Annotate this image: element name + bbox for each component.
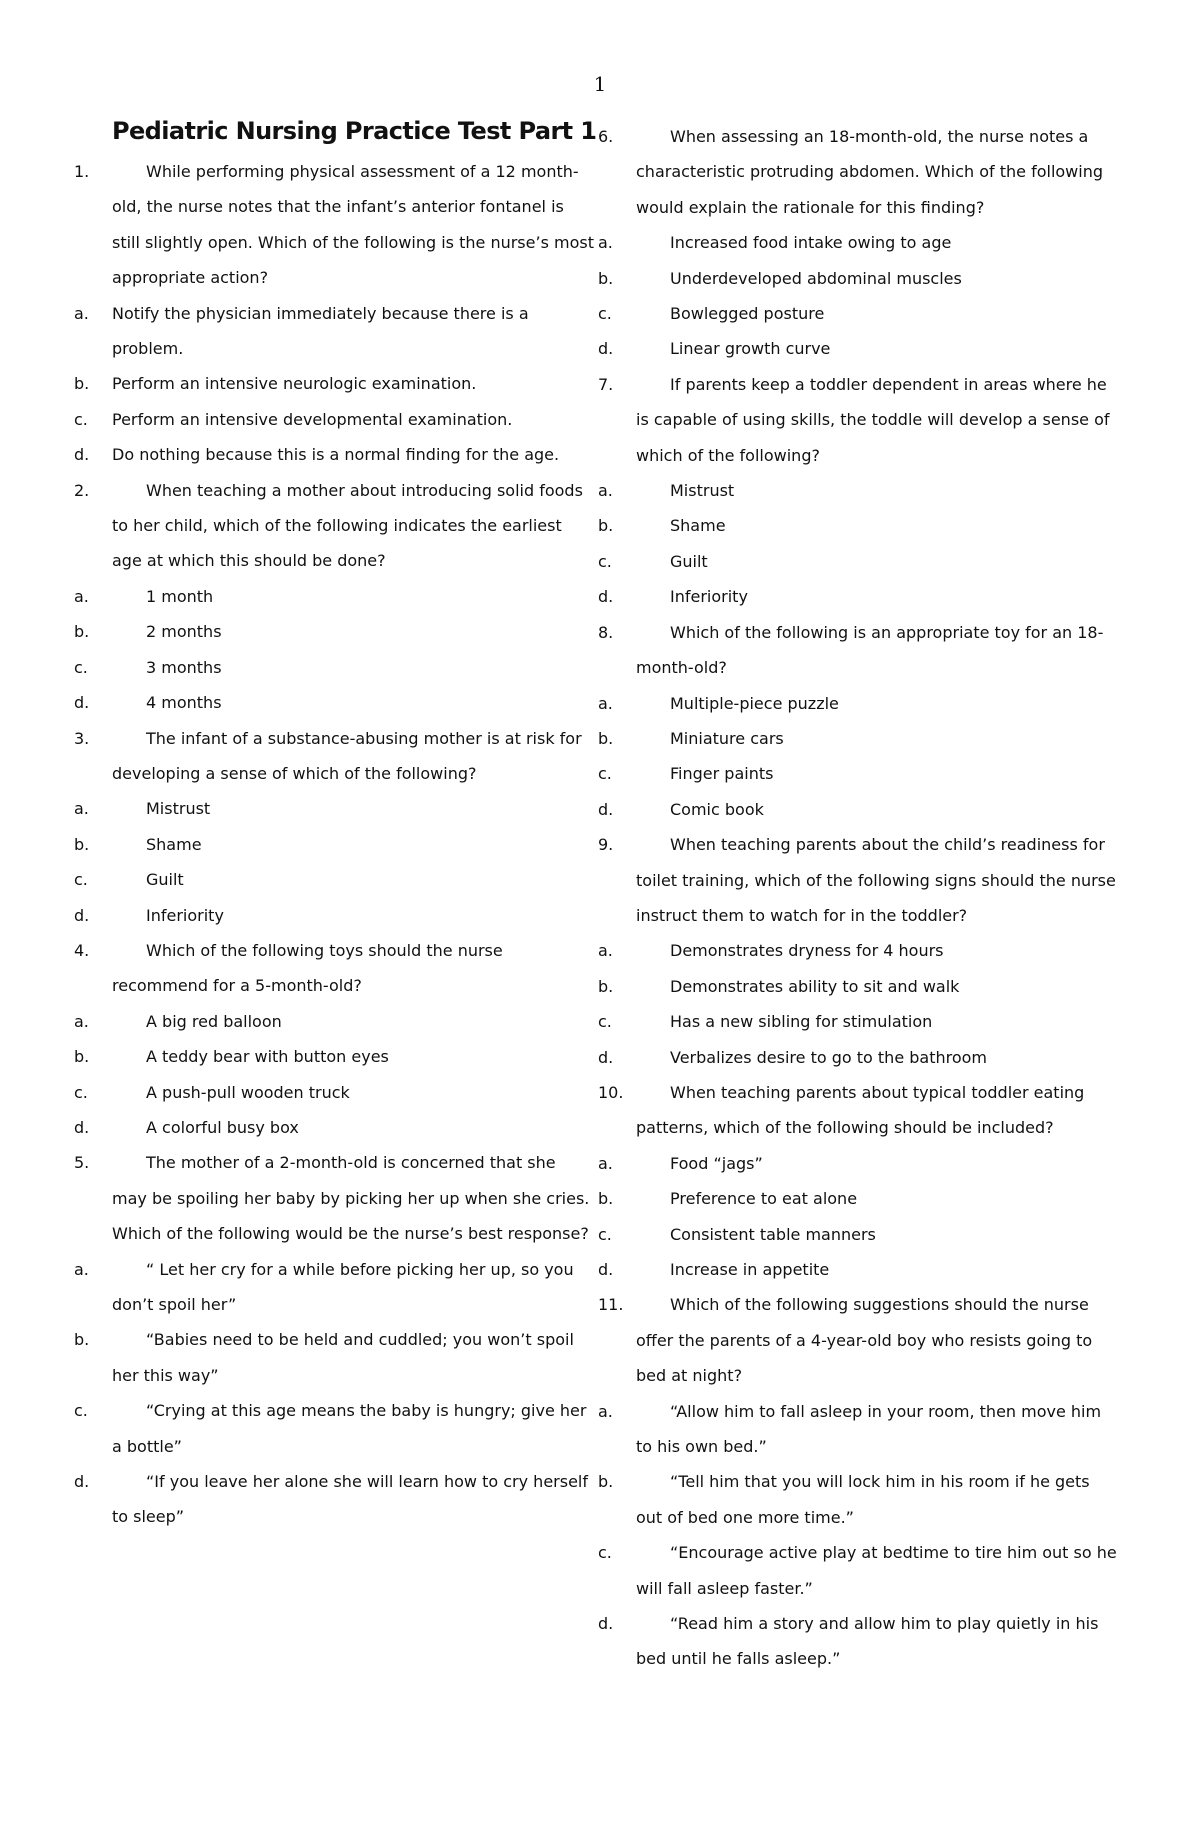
option-letter: b. — [74, 1330, 90, 1350]
option-letter: b. — [74, 374, 90, 394]
option-letter: b. — [598, 268, 614, 288]
question-item — [598, 827, 1118, 933]
question-text: While performing physical assessment of a 12 month-old, the nurse notes that the infant’s anterior fontanel is still slightly open. Which of the following is the nurse’s most appropriate action? — [112, 162, 594, 288]
option-letter: d. — [74, 1472, 90, 1492]
answer-option — [598, 1464, 1118, 1535]
option-letter: d. — [74, 693, 90, 713]
answer-option — [598, 686, 1118, 721]
answer-option — [598, 1252, 1118, 1287]
option-text: “Allow him to fall asleep in your room, then move him to his own bed.” — [636, 1401, 1102, 1457]
question-item — [598, 119, 1118, 225]
option-text: Mistrust — [670, 481, 735, 501]
answer-option — [598, 1181, 1118, 1216]
question-item — [74, 933, 594, 1004]
answer-option — [598, 544, 1118, 579]
question-item — [74, 473, 594, 579]
option-letter: d. — [74, 905, 90, 925]
option-text: Miniature cars — [670, 728, 784, 748]
answer-option — [74, 685, 594, 720]
left-column — [74, 154, 594, 1535]
answer-option — [598, 1535, 1118, 1606]
option-letter: c. — [598, 304, 612, 324]
option-text: 3 months — [146, 657, 222, 677]
answer-option — [74, 1252, 594, 1323]
option-text: “Tell him that you will lock him in his room if he gets out of bed one more time.” — [636, 1472, 1090, 1527]
option-letter: c. — [74, 1401, 88, 1421]
answer-option — [74, 579, 594, 614]
answer-option — [598, 296, 1118, 331]
option-text: A teddy bear with button eyes — [146, 1047, 389, 1067]
option-text: 4 months — [146, 693, 222, 713]
answer-option — [74, 366, 594, 401]
option-text: Guilt — [670, 551, 708, 571]
question-text: When teaching parents about the child’s readiness for toilet training, which of the following signs should the nurse instruct them to watch for in the toddler? — [636, 835, 1116, 925]
page-title: Pediatric Nursing Practice Test Part 1 — [112, 117, 597, 145]
option-letter: c. — [598, 764, 612, 784]
option-text: Food “jags” — [670, 1153, 763, 1173]
question-item — [74, 154, 594, 296]
option-text: Mistrust — [146, 799, 211, 819]
option-letter: a. — [598, 1153, 613, 1173]
answer-option — [598, 933, 1118, 968]
option-text: Consistent table manners — [670, 1224, 876, 1244]
answer-option — [598, 473, 1118, 508]
option-letter: a. — [598, 941, 613, 961]
answer-option — [598, 1606, 1118, 1677]
option-letter: b. — [598, 728, 614, 748]
option-text: Linear growth curve — [670, 339, 831, 359]
option-text: Inferiority — [146, 905, 224, 925]
answer-option — [598, 721, 1118, 756]
option-letter: d. — [74, 445, 90, 465]
question-number: 8. — [598, 622, 614, 642]
answer-option — [598, 792, 1118, 827]
answer-option — [74, 898, 594, 933]
question-item — [74, 1145, 594, 1251]
answer-option — [74, 437, 594, 472]
answer-option — [598, 225, 1118, 260]
question-item — [74, 721, 594, 792]
option-text: Finger paints — [670, 764, 774, 784]
option-letter: c. — [598, 1224, 612, 1244]
option-text: “Encourage active play at bedtime to tire him out so he will fall asleep faster.” — [636, 1543, 1117, 1598]
option-letter: d. — [598, 799, 614, 819]
option-text: Demonstrates ability to sit and walk — [670, 976, 960, 996]
option-letter: b. — [598, 976, 614, 996]
answer-option — [74, 1075, 594, 1110]
option-text: Increased food intake owing to age — [670, 233, 952, 253]
option-text: Comic book — [670, 799, 764, 819]
option-letter: a. — [74, 586, 89, 606]
option-letter: b. — [598, 1189, 614, 1209]
option-text: Has a new sibling for stimulation — [670, 1012, 933, 1032]
option-letter: a. — [74, 303, 89, 323]
question-text: Which of the following suggestions should the nurse offer the parents of a 4-year-old boy who resists going to bed at night? — [636, 1295, 1093, 1386]
option-letter: b. — [598, 1472, 614, 1492]
answer-option — [74, 1039, 594, 1074]
option-letter: a. — [598, 1401, 613, 1421]
option-letter: a. — [598, 693, 613, 713]
answer-option — [598, 261, 1118, 296]
option-text: A big red balloon — [146, 1011, 282, 1031]
question-text: The infant of a substance-abusing mother is at risk for developing a sense of which of the following? — [112, 728, 582, 783]
option-text: Increase in appetite — [670, 1260, 830, 1279]
question-number: 11. — [598, 1295, 624, 1315]
question-number: 10. — [598, 1082, 624, 1102]
option-text: Notify the physician immediately because there is a problem. — [112, 303, 529, 359]
option-text: 2 months — [146, 622, 222, 642]
option-letter: d. — [74, 1117, 90, 1137]
option-letter: c. — [74, 657, 88, 677]
question-text: Which of the following toys should the nurse recommend for a 5-month-old? — [112, 940, 503, 996]
answer-option — [74, 1004, 594, 1039]
option-letter: a. — [598, 233, 613, 253]
answer-option — [598, 1004, 1118, 1039]
option-text: “ Let her cry for a while before picking her up, so you don’t spoil her” — [112, 1259, 574, 1314]
answer-option — [74, 862, 594, 897]
option-letter: b. — [74, 1047, 90, 1067]
option-text: Perform an intensive neurologic examination. — [112, 374, 477, 394]
answer-option — [74, 1464, 594, 1535]
question-text: The mother of a 2-month-old is concerned that she may be spoiling her baby by picking her up when she cries. Which of the following would be the nurse’s best response? — [112, 1153, 590, 1244]
option-text: Preference to eat alone — [670, 1189, 858, 1209]
question-text: Which of the following is an appropriate toy for an 18-month-old? — [636, 622, 1104, 678]
option-letter: c. — [74, 1082, 88, 1102]
option-text: Perform an intensive developmental examination. — [112, 409, 513, 429]
question-text: When assessing an 18-month-old, the nurse notes a characteristic protruding abdomen. Which of the following would explain the rationale for this finding? — [636, 127, 1104, 217]
option-letter: c. — [598, 551, 612, 571]
answer-option — [74, 791, 594, 826]
page-number: 1 — [593, 72, 607, 96]
option-letter: d. — [598, 1614, 614, 1634]
option-letter: a. — [74, 1011, 89, 1031]
answer-option — [74, 296, 594, 367]
question-item — [598, 615, 1118, 686]
answer-option — [598, 1040, 1118, 1075]
option-text: Multiple-piece puzzle — [670, 693, 839, 713]
answer-option — [74, 1110, 594, 1145]
option-text: Underdeveloped abdominal muscles — [670, 268, 962, 288]
option-letter: b. — [74, 622, 90, 642]
question-text: When teaching parents about typical toddler eating patterns, which of the following should be included? — [636, 1082, 1085, 1138]
question-item — [598, 1075, 1118, 1146]
option-text: “Babies need to be held and cuddled; you won’t spoil her this way” — [112, 1330, 574, 1385]
option-letter: b. — [598, 516, 614, 536]
answer-option — [598, 1146, 1118, 1181]
option-letter: d. — [598, 1047, 614, 1067]
answer-option — [74, 614, 594, 649]
option-letter: c. — [598, 1012, 612, 1032]
option-text: Guilt — [146, 870, 184, 890]
option-text: Shame — [670, 516, 726, 536]
option-text: A push-pull wooden truck — [146, 1082, 350, 1102]
question-number: 9. — [598, 835, 614, 855]
answer-option — [74, 1393, 594, 1464]
option-letter: b. — [74, 834, 90, 854]
answer-option — [598, 1217, 1118, 1252]
option-letter: a. — [74, 799, 89, 819]
option-letter: d. — [598, 1260, 614, 1279]
option-letter: c. — [598, 1543, 612, 1563]
option-letter: c. — [74, 870, 88, 890]
option-text: “Crying at this age means the baby is hungry; give her a bottle” — [112, 1401, 587, 1456]
option-letter: c. — [74, 409, 88, 429]
option-text: Inferiority — [670, 587, 748, 607]
question-number: 1. — [74, 162, 90, 181]
answer-option — [598, 756, 1118, 791]
option-text: Verbalizes desire to go to the bathroom — [670, 1047, 988, 1067]
option-letter: a. — [598, 481, 613, 501]
answer-option — [74, 827, 594, 862]
option-text: “If you leave her alone she will learn how to cry herself to sleep” — [112, 1472, 588, 1527]
option-letter: a. — [74, 1259, 89, 1279]
question-item — [598, 367, 1118, 473]
question-number: 5. — [74, 1153, 90, 1173]
option-letter: d. — [598, 339, 614, 359]
question-item — [598, 1287, 1118, 1393]
answer-option — [74, 1322, 594, 1393]
right-column — [598, 119, 1118, 1677]
answer-option — [74, 402, 594, 437]
question-text: When teaching a mother about introducing solid foods to her child, which of the following indicates the earliest age at which this should be done? — [112, 480, 583, 571]
answer-option — [74, 650, 594, 685]
answer-option — [598, 1394, 1118, 1465]
option-text: Do nothing because this is a normal finding for the age. — [112, 445, 560, 465]
option-text: Bowlegged posture — [670, 304, 825, 324]
answer-option — [598, 331, 1118, 366]
answer-option — [598, 508, 1118, 543]
question-text: If parents keep a toddler dependent in areas where he is capable of using skills, the toddle will develop a sense of which of the following? — [636, 374, 1110, 465]
question-number: 2. — [74, 480, 90, 500]
question-number: 6. — [598, 127, 614, 146]
question-number: 4. — [74, 940, 90, 960]
answer-option — [598, 579, 1118, 614]
answer-option — [598, 969, 1118, 1004]
option-text: Shame — [146, 834, 202, 854]
question-number: 7. — [598, 374, 614, 394]
option-text: Demonstrates dryness for 4 hours — [670, 941, 944, 961]
question-number: 3. — [74, 728, 90, 748]
option-text: “Read him a story and allow him to play quietly in his bed until he falls asleep.” — [636, 1614, 1099, 1669]
option-letter: d. — [598, 587, 614, 607]
option-text: A colorful busy box — [146, 1117, 299, 1137]
option-text: 1 month — [146, 586, 214, 606]
